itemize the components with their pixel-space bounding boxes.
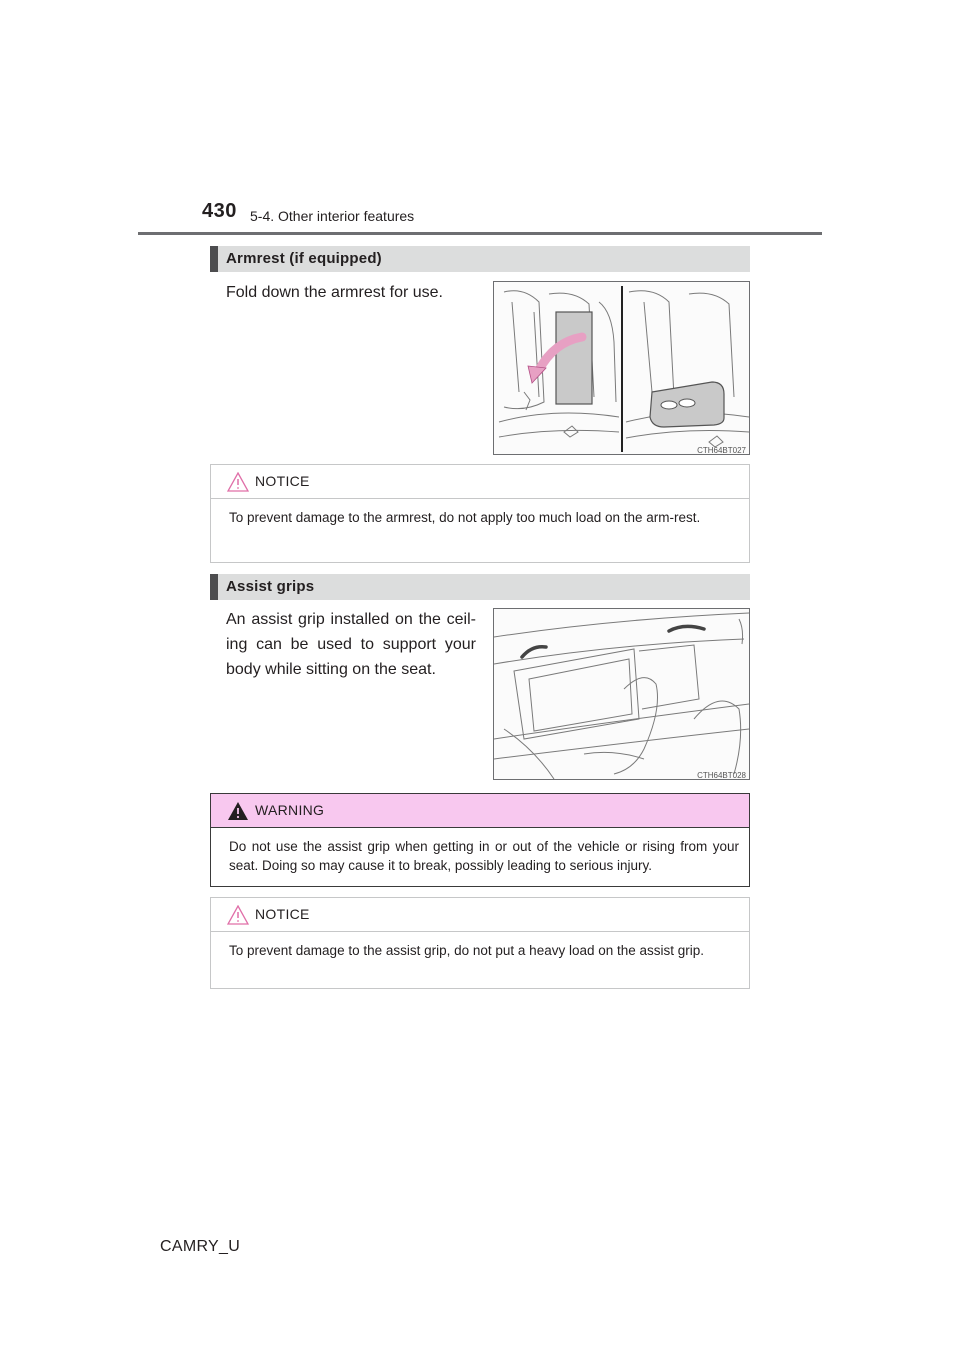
notice-text: To prevent damage to the armrest, do not apply too much load on the arm-rest. [229,510,701,525]
notice-label: NOTICE [255,906,310,922]
armrest-drawing [494,282,750,455]
assist-grips-heading: Assist grips [210,574,750,600]
assist-figure-code: CTH64BT028 [697,771,746,780]
armrest-illustration [493,281,750,455]
caution-triangle-icon [227,905,249,925]
model-code: CAMRY_U [160,1238,241,1255]
notice-label: NOTICE [255,473,310,489]
assist-grip-illustration [493,608,750,780]
notice-header [211,465,749,499]
warning-text: Do not use the assist grip when getting in or out of the vehicle or rising from your seat. Doing so may cause it to break, possibly leading to serious injury. [229,839,739,873]
assist-grip-drawing [494,609,750,780]
section-title: 5-4. Other interior features [250,208,415,224]
warning-label: WARNING [255,802,325,818]
warning-header [211,794,749,828]
notice-box-armrest [210,464,750,563]
armrest-text: Fold down the armrest for use. [226,284,443,301]
page-number: 430 [202,200,237,222]
warning-triangle-icon [227,801,249,821]
warning-box [210,793,750,887]
notice-box-assist-grip [210,897,750,989]
notice-header [211,898,749,932]
assist-grips-text: An assist grip installed on the ceil-ing can be used to support your body while sitting on the seat. [226,611,476,678]
caution-triangle-icon [227,472,249,492]
header-rule [138,232,822,235]
armrest-heading: Armrest (if equipped) [210,246,750,272]
notice-text: To prevent damage to the assist grip, do not put a heavy load on the assist grip. [229,943,705,958]
armrest-figure-code: CTH64BT027 [697,446,746,455]
